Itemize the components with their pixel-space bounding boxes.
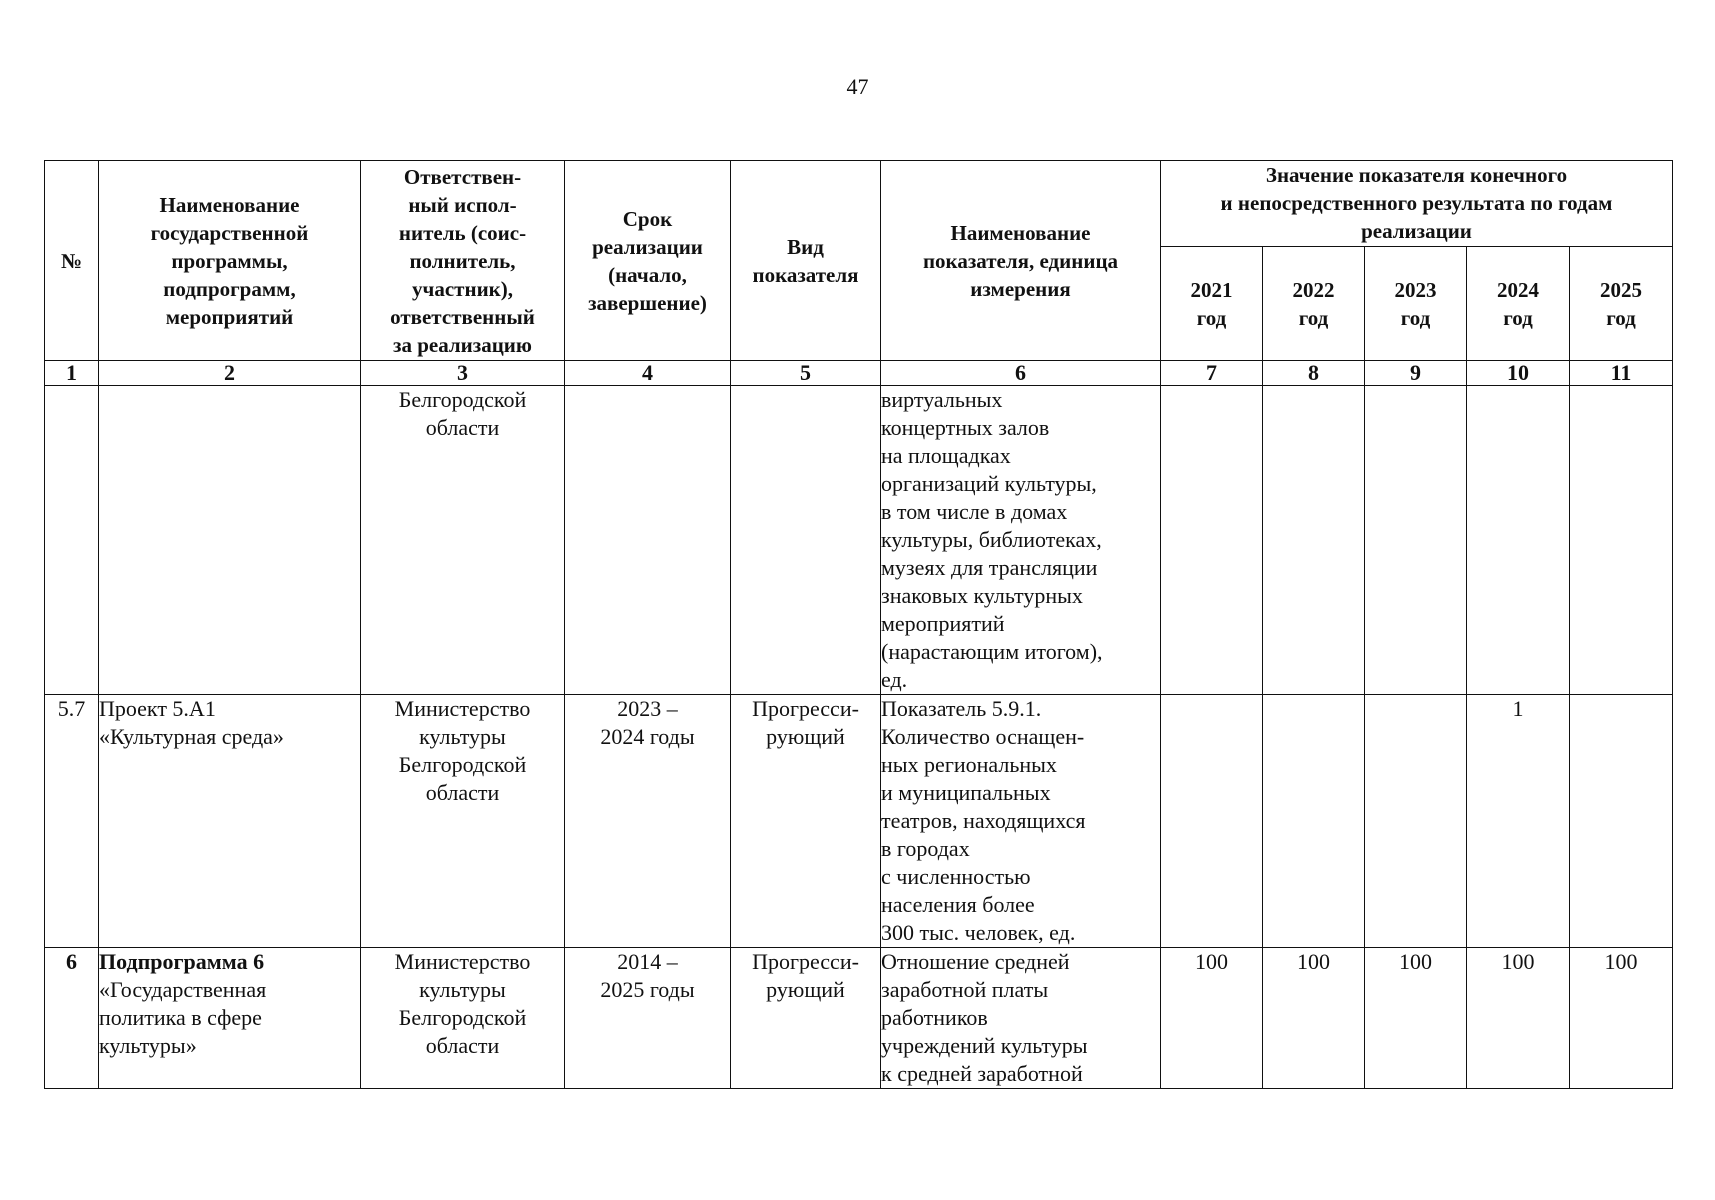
cell-indicator-type (731, 695, 881, 948)
responsible-line: Белгородской (398, 387, 527, 412)
year-value: 2024 (1497, 277, 1539, 302)
column-number: 7 (1161, 361, 1263, 386)
cell-value-2021 (1161, 695, 1263, 948)
term-line: 2014 – (617, 949, 678, 974)
cell-value-2022 (1263, 386, 1365, 695)
responsible-line: культуры (419, 724, 506, 749)
year-value: 2022 (1292, 277, 1335, 302)
header-row-top (45, 161, 1673, 247)
name-line: культуры» (99, 1033, 197, 1058)
header-indicator-name (881, 161, 1161, 361)
column-number: 3 (361, 361, 565, 386)
term-line: 2025 годы (600, 977, 695, 1002)
cell-value-2024 (1467, 386, 1570, 695)
header-responsible-line: за реализацию (393, 332, 532, 357)
column-number: 5 (731, 361, 881, 386)
indicator-line: мероприятий (881, 611, 1005, 636)
column-number: 10 (1467, 361, 1570, 386)
header-name-line: государственной (150, 220, 309, 245)
indicator-type-line: Прогресси- (752, 696, 859, 721)
indicator-line: работников (881, 1005, 988, 1030)
responsible-line: Министерство (394, 949, 531, 974)
header-name (99, 161, 361, 361)
header-indicator-line: измерения (970, 276, 1071, 301)
header-responsible-line: участник), (411, 276, 514, 301)
cell-term (565, 386, 731, 695)
responsible-line: культуры (419, 977, 506, 1002)
responsible-line: Белгородской (398, 1005, 527, 1030)
header-responsible-line: ный испол- (408, 192, 517, 217)
cell-indicator-type (731, 948, 881, 1089)
column-number: 1 (45, 361, 99, 386)
year-suffix: год (1503, 305, 1533, 330)
indicator-line: на площадках (881, 443, 1011, 468)
responsible-line: Министерство (394, 696, 531, 721)
year-suffix: год (1606, 305, 1636, 330)
cell-indicator-type (731, 386, 881, 695)
header-year-2021 (1161, 247, 1263, 361)
indicator-line: ных региональных (881, 752, 1057, 777)
cell-responsible (361, 695, 565, 948)
indicator-line: (нарастающим итогом), (881, 639, 1103, 664)
header-term-line: реализации (592, 234, 703, 259)
header-group-line: реализации (1361, 219, 1472, 243)
year-suffix: год (1196, 305, 1227, 330)
header-type-line: показателя (752, 262, 859, 287)
indicator-type-line: рующий (766, 724, 845, 749)
header-responsible-line: ответственный (390, 304, 535, 329)
indicator-line: музеях для трансляции (881, 555, 1098, 580)
indicator-type-line: рующий (766, 977, 845, 1002)
indicator-line: к средней заработной (881, 1061, 1083, 1086)
year-value: 2023 (1394, 277, 1437, 302)
column-number: 9 (1365, 361, 1467, 386)
indicator-line: концертных залов (881, 415, 1050, 440)
header-group-line: Значение показателя конечного (1265, 163, 1568, 187)
header-indicator-line: Наименование (950, 220, 1091, 245)
column-number: 6 (881, 361, 1161, 386)
cell-indicator (881, 386, 1161, 695)
name-line: политика в сфере (99, 1005, 262, 1030)
year-value: 2021 (1190, 277, 1233, 302)
header-year-2023 (1365, 247, 1467, 361)
header-term-line: Срок (622, 206, 673, 231)
cell-term (565, 695, 731, 948)
cell-value-2025 (1570, 386, 1673, 695)
header-responsible-line: полнитель, (409, 248, 516, 273)
year-suffix: год (1400, 305, 1431, 330)
header-name-line: мероприятий (165, 304, 294, 329)
indicator-type-line: Прогресси- (752, 949, 859, 974)
cell-name (99, 948, 361, 1089)
header-type-line: Вид (787, 234, 824, 259)
cell-value-2024: 1 (1467, 695, 1570, 948)
header-no: № (45, 161, 99, 361)
indicator-line: Показатель 5.9.1. (881, 696, 1042, 721)
indicator-line: культуры, библиотеках, (881, 527, 1102, 552)
table-row (45, 386, 1673, 695)
name-line: «Государственная (99, 977, 267, 1002)
cell-value-2025 (1570, 695, 1673, 948)
year-suffix: год (1298, 305, 1329, 330)
page-number: 47 (846, 74, 869, 99)
header-indicator-type (731, 161, 881, 361)
table-row (45, 948, 1673, 1089)
table-row (45, 695, 1673, 948)
header-name-line: программы, (171, 248, 288, 273)
cell-value-2022: 100 (1263, 948, 1365, 1089)
cell-value-2024: 100 (1467, 948, 1570, 1089)
indicator-line: ед. (881, 667, 908, 692)
cell-responsible (361, 948, 565, 1089)
indicator-line: учреждений культуры (881, 1033, 1088, 1058)
cell-value-2021: 100 (1161, 948, 1263, 1089)
cell-indicator (881, 948, 1161, 1089)
responsible-line: Белгородской (398, 752, 527, 777)
header-year-2025 (1570, 247, 1673, 361)
column-number-row (45, 361, 1673, 386)
header-term (565, 161, 731, 361)
indicators-table (44, 160, 1673, 1089)
indicator-line: Количество оснащен- (881, 724, 1085, 749)
year-value: 2025 (1600, 277, 1642, 302)
column-number: 8 (1263, 361, 1365, 386)
responsible-line: области (425, 1033, 500, 1058)
header-term-line: завершение) (588, 290, 707, 315)
indicator-line: в том числе в домах (881, 499, 1068, 524)
cell-term (565, 948, 731, 1089)
indicator-line: театров, находящихся (881, 808, 1086, 833)
column-number: 2 (99, 361, 361, 386)
cell-no: 6 (45, 948, 99, 1089)
indicator-line: Отношение средней (881, 949, 1070, 974)
header-responsible-line: Ответствен- (403, 164, 522, 189)
header-group-line: и непосредственного результата по годам (1220, 191, 1613, 215)
indicator-line: с численностью (881, 864, 1031, 889)
indicator-line: заработной платы (881, 977, 1049, 1002)
header-name-line: подпрограмм, (163, 276, 296, 301)
column-number: 11 (1570, 361, 1673, 386)
cell-no: 5.7 (45, 695, 99, 948)
cell-name (99, 386, 361, 695)
cell-indicator (881, 695, 1161, 948)
indicator-line: виртуальных (881, 387, 1003, 412)
indicator-line: и муниципальных (881, 780, 1051, 805)
indicator-line: в городах (881, 836, 970, 861)
header-responsible (361, 161, 565, 361)
header-values-group (1161, 161, 1673, 247)
header-year-2022 (1263, 247, 1365, 361)
responsible-line: области (425, 415, 500, 440)
column-number: 4 (565, 361, 731, 386)
header-responsible-line: нитель (соис- (398, 220, 527, 245)
name-line: Проект 5.А1 (99, 696, 216, 721)
name-line: «Культурная среда» (99, 724, 284, 749)
indicator-line: организаций культуры, (881, 471, 1097, 496)
header-term-line: (начало, (608, 262, 687, 287)
indicator-line: 300 тыс. человек, ед. (881, 920, 1076, 945)
cell-no (45, 386, 99, 695)
cell-name (99, 695, 361, 948)
cell-value-2023 (1365, 695, 1467, 948)
header-year-2024 (1467, 247, 1570, 361)
header-indicator-line: показателя, единица (922, 248, 1119, 273)
cell-value-2025: 100 (1570, 948, 1673, 1089)
subprogram-title: Подпрограмма 6 (99, 949, 265, 974)
term-line: 2023 – (617, 696, 678, 721)
cell-responsible (361, 386, 565, 695)
term-line: 2024 годы (600, 724, 695, 749)
cell-value-2022 (1263, 695, 1365, 948)
cell-value-2021 (1161, 386, 1263, 695)
responsible-line: области (425, 780, 500, 805)
cell-value-2023: 100 (1365, 948, 1467, 1089)
indicator-line: знаковых культурных (881, 583, 1083, 608)
indicator-line: населения более (881, 892, 1035, 917)
cell-value-2023 (1365, 386, 1467, 695)
header-name-line: Наименование (159, 192, 300, 217)
